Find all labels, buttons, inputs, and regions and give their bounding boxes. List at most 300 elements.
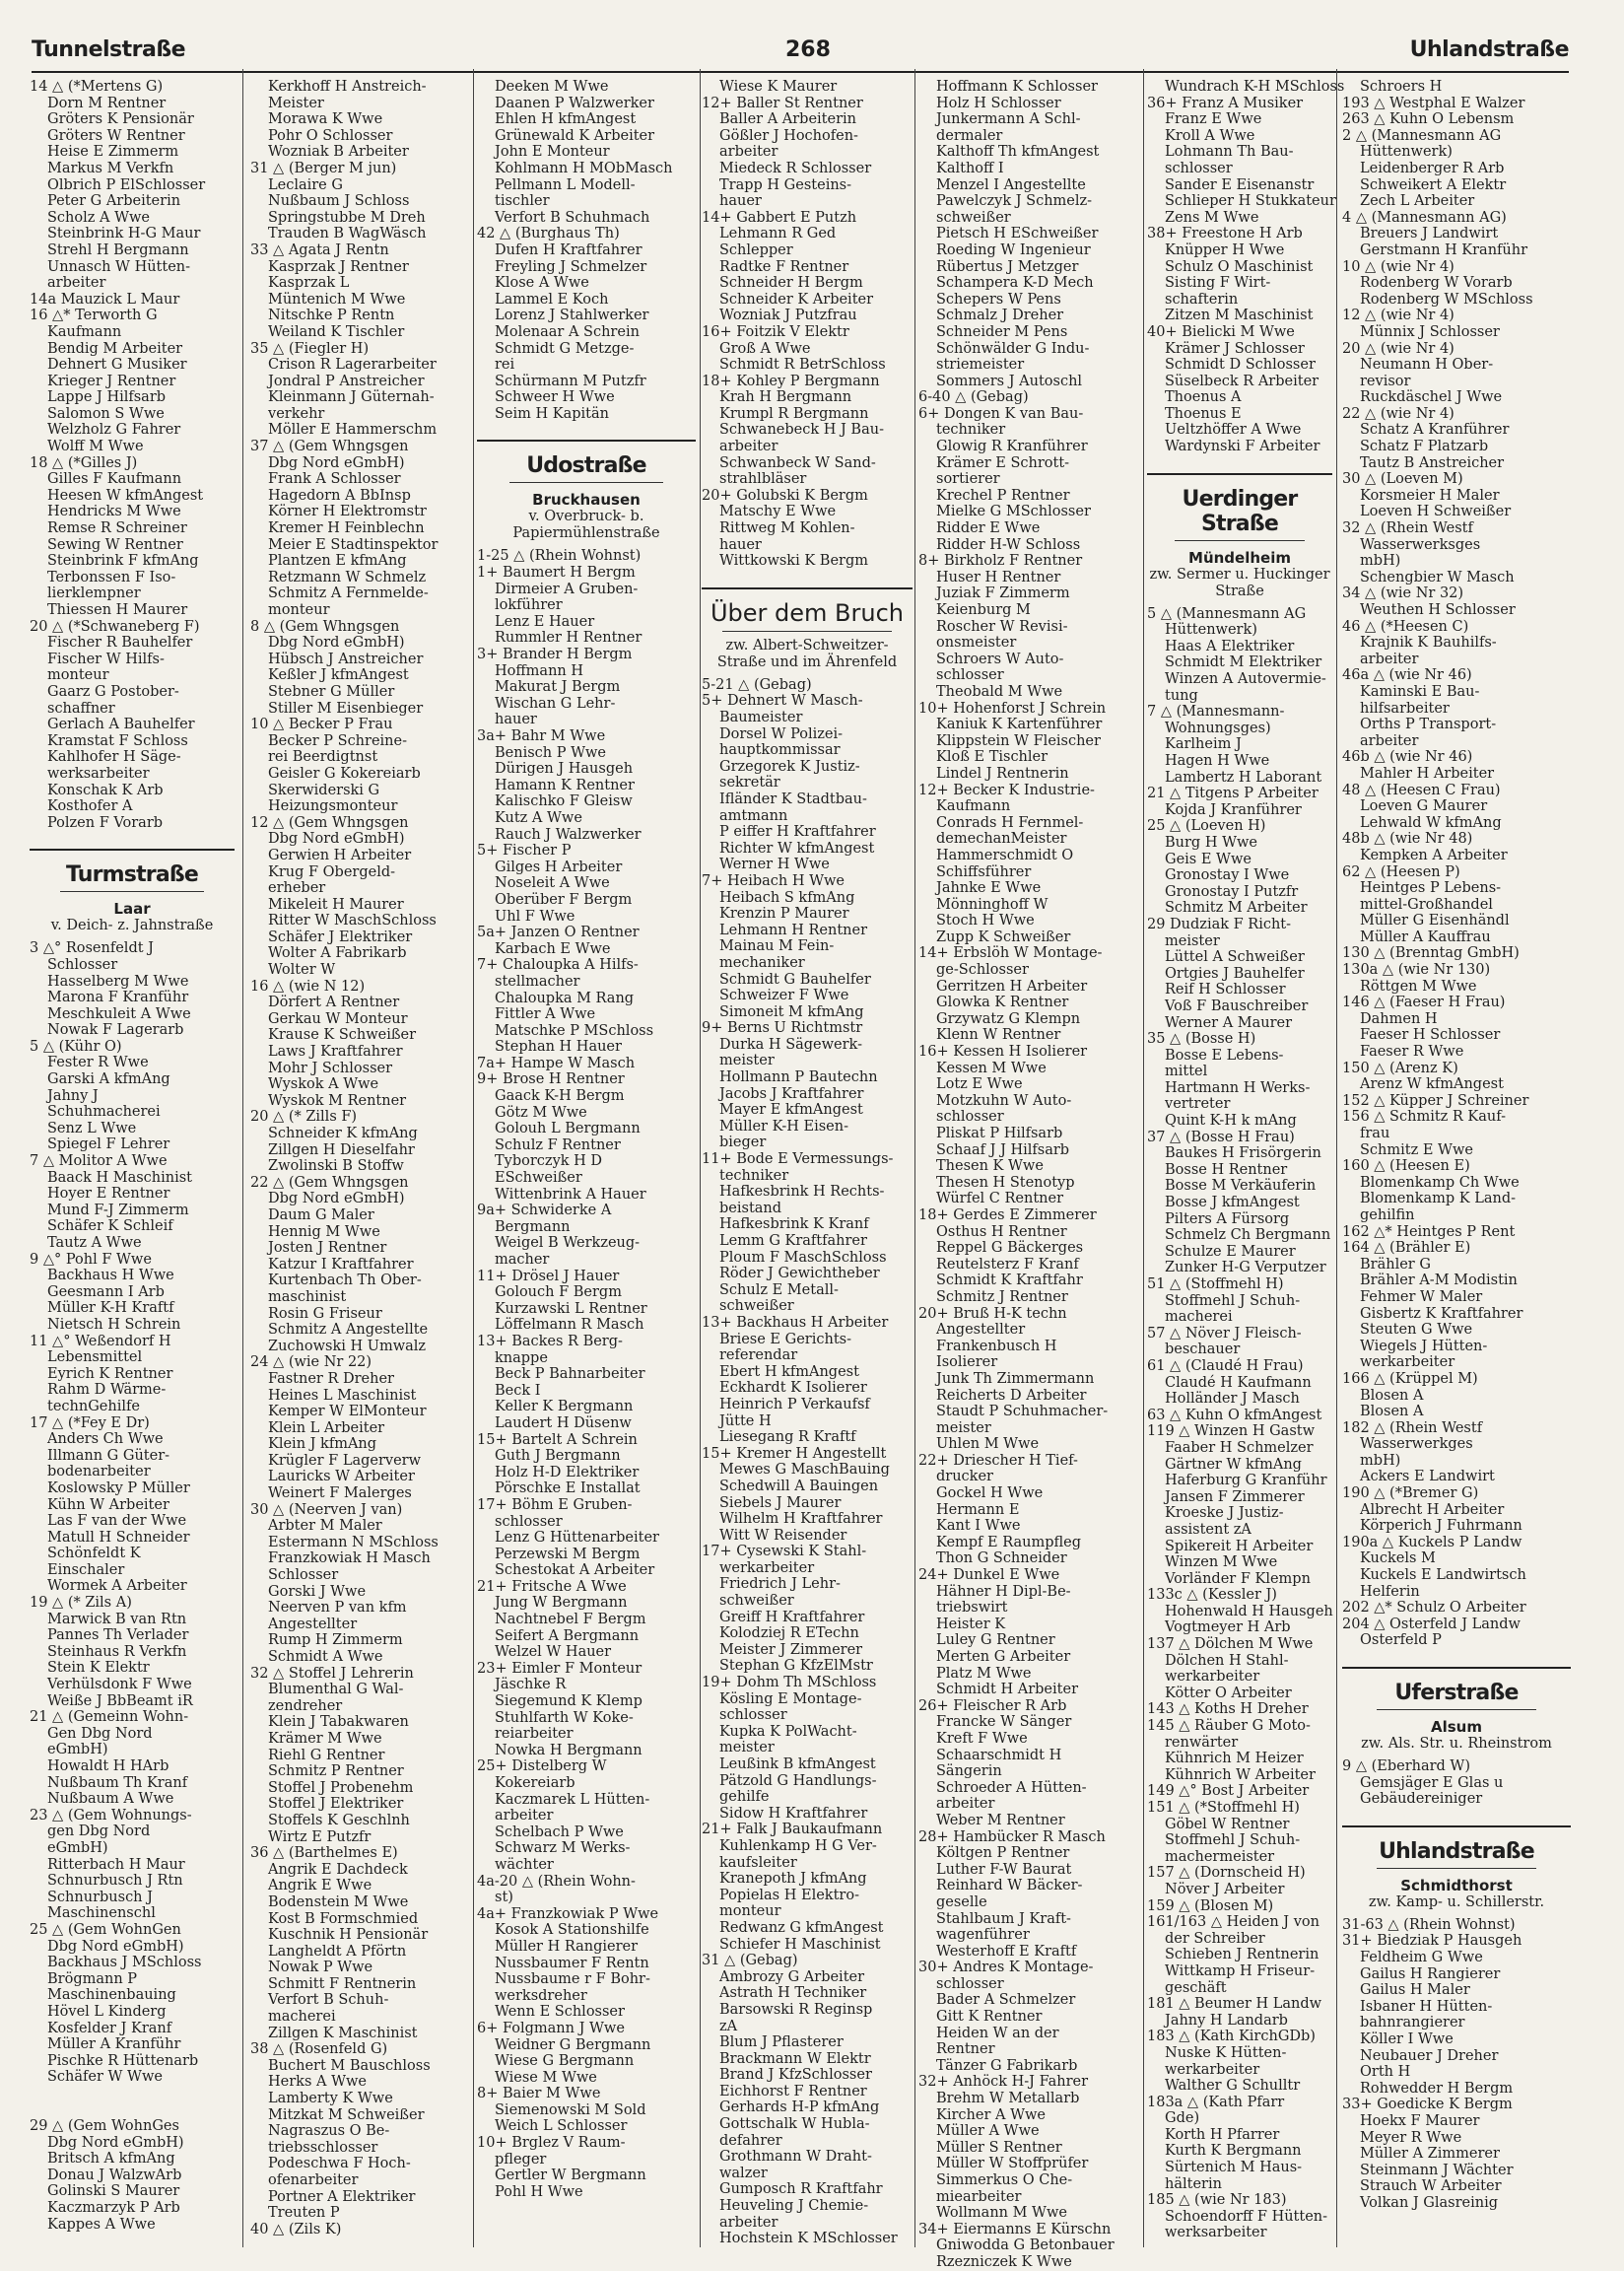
directory-entry: Holz H Schlosser xyxy=(936,95,1061,111)
street-range: zw. Als. Str. u. Rheinstrom xyxy=(1361,1736,1552,1752)
directory-entry: Las F van der Wwe xyxy=(47,1513,187,1530)
directory-entry: Zuchowski H Umwalz xyxy=(268,1338,427,1354)
directory-entry: 11+ Bode E Vermessungs- xyxy=(702,1151,894,1168)
directory-entry: Dörfert A Rentner xyxy=(268,995,400,1011)
directory-entry: Jütte H xyxy=(719,1412,772,1429)
directory-entry: Gorski J Wwe xyxy=(268,1583,367,1600)
directory-entry: Frankenbusch H xyxy=(936,1338,1057,1354)
directory-entry: 119 △ Winzen H Gastw xyxy=(1147,1423,1315,1440)
directory-entry: 25+ Distelberg W xyxy=(477,1758,607,1775)
directory-entry: Steinbrink H-G Maur xyxy=(47,226,201,242)
directory-entry: Grzywatz G Klempn xyxy=(936,1010,1081,1027)
directory-entry: meister xyxy=(719,1740,775,1756)
directory-entry: Nitschke P Rentn xyxy=(268,308,395,324)
directory-entry: 1+ Baumert H Bergm xyxy=(477,565,636,582)
directory-entry: Fittler A Wwe xyxy=(495,1006,596,1023)
directory-entry: 38+ Freestone H Arb xyxy=(1147,226,1303,242)
directory-entry: Gilles F Kaufmann xyxy=(47,471,182,488)
directory-entry: Kühnrich M Heizer xyxy=(1165,1751,1304,1767)
directory-entry: Trapp H Gesteins- xyxy=(719,176,852,193)
directory-entry: Hollmann P Bautechn xyxy=(719,1069,878,1086)
column-1 xyxy=(30,79,235,2247)
directory-entry: Wenn E Schlosser xyxy=(495,2004,625,2021)
directory-entry: Lindel J Rentnerin xyxy=(936,765,1069,782)
directory-entry: Hermann E xyxy=(936,1501,1020,1518)
directory-entry: 48 △ (Heesen C Frau) xyxy=(1342,782,1501,798)
directory-entry: Schmidt D Schlosser xyxy=(1165,357,1316,374)
directory-entry: Thoenus A xyxy=(1165,389,1242,406)
directory-entry: Kojda J Kranführer xyxy=(1165,801,1302,818)
directory-entry: Weiland K Tischler xyxy=(268,323,405,340)
directory-entry: Britsch A kfmAng xyxy=(47,2151,175,2168)
directory-entry: onsmeister xyxy=(936,635,1017,652)
street-rule xyxy=(1377,1709,1536,1710)
directory-entry: Ritter W MaschSchloss xyxy=(268,913,437,929)
directory-entry: Müller A Kauffrau xyxy=(1360,929,1491,945)
directory-entry: 46b △ (wie Nr 46) xyxy=(1342,749,1473,766)
district-name: Laar xyxy=(113,900,151,919)
directory-entry: Helferin xyxy=(1360,1583,1420,1600)
directory-entry: Krämer E Schrott- xyxy=(936,454,1070,471)
directory-entry: 29 △ (Gem WohnGes xyxy=(30,2118,179,2135)
directory-entry: Gronostay I Wwe xyxy=(1165,867,1290,884)
directory-entry: Nussbaumer F Rentn xyxy=(495,1955,649,1971)
directory-entry: beistand xyxy=(719,1200,782,1216)
directory-entry: Hövel L Kinderg xyxy=(47,2003,167,2020)
directory-entry: Kurzawski L Rentner xyxy=(495,1300,647,1317)
directory-entry: Beck P Bahnarbeiter xyxy=(495,1366,645,1383)
directory-entry: Donau J WalzwArb xyxy=(47,2167,182,2183)
directory-entry: Katzur I Kraftfahrer xyxy=(268,1256,414,1273)
directory-entry: Gerstmann H Kranführ xyxy=(1360,241,1528,258)
directory-entry: lokführer xyxy=(495,597,563,614)
directory-entry: Baller A Arbeiterin xyxy=(719,111,856,128)
directory-entry: Stephan G KfzElMstr xyxy=(719,1658,873,1675)
directory-entry: Werner A Maurer xyxy=(1165,1014,1293,1031)
directory-entry: Stoffels K Geschlnh xyxy=(268,1812,410,1828)
directory-entry: 12+ Baller St Rentner xyxy=(702,95,863,111)
directory-entry: Schmitz P Rentner xyxy=(268,1763,404,1780)
directory-entry: Wolter W xyxy=(268,962,336,979)
directory-entry: Müntenich M Wwe xyxy=(268,291,406,308)
column-divider xyxy=(473,69,474,2247)
directory-entry: 16+ Kessen H Isolierer xyxy=(918,1044,1088,1061)
directory-entry: Dbg Nord eGmbH) xyxy=(268,454,405,471)
directory-entry: bieger xyxy=(719,1135,767,1151)
directory-entry: Daum G Maler xyxy=(268,1206,374,1223)
directory-entry: 46 △ (*Heesen C) xyxy=(1342,618,1469,635)
directory-entry: Riehl G Rentner xyxy=(268,1747,385,1763)
directory-entry: Welzholz G Fahrer xyxy=(47,422,181,439)
directory-entry: Röder J Gewichtheber xyxy=(719,1266,880,1282)
directory-entry: Lemm G Kraftfahrer xyxy=(719,1233,867,1249)
directory-entry: 202 △* Schulz O Arbeiter xyxy=(1342,1600,1526,1617)
directory-entry: Körner H Elektromstr xyxy=(268,504,427,520)
directory-entry: Ueltzhöffer A Wwe xyxy=(1165,422,1302,439)
directory-entry: Kalthoff I xyxy=(936,160,1004,176)
directory-entry: Schuhmacherei xyxy=(47,1104,161,1121)
directory-entry: Grothmann W Draht- xyxy=(719,2149,872,2166)
directory-entry: 10 △ (wie Nr 4) xyxy=(1342,258,1455,275)
directory-entry: Schulze E Maurer xyxy=(1165,1243,1296,1260)
directory-entry: Schroeder A Hütten- xyxy=(936,1779,1087,1796)
directory-entry: Schmidt K Kraftfahr xyxy=(936,1273,1083,1289)
directory-entry: Angrik E Dachdeck xyxy=(268,1861,408,1878)
directory-entry: Astrath H Techniker xyxy=(719,1985,867,2002)
directory-entry: Kreft F Wwe xyxy=(936,1730,1028,1747)
directory-entry: Bosse H Rentner xyxy=(1165,1161,1288,1178)
directory-entry: Hübsch J Anstreicher xyxy=(268,651,424,667)
directory-entry: Friedrich J Lehr- xyxy=(719,1576,841,1593)
directory-entry: Holz H-D Elektriker xyxy=(495,1464,640,1480)
directory-entry: Brehm W Metallarb xyxy=(936,2091,1080,2107)
directory-entry: Karbach E Wwe xyxy=(495,940,611,957)
directory-entry: Pawelczyk J Schmelz- xyxy=(936,193,1093,210)
directory-entry: Baack H Maschinist xyxy=(47,1169,192,1186)
column-4 xyxy=(702,79,913,2247)
directory-entry: Schlepper xyxy=(719,241,793,258)
directory-entry: Wyskok A Wwe xyxy=(268,1076,379,1093)
directory-entry: Brackmann W Elektr xyxy=(719,2050,871,2067)
directory-entry: triebswirt xyxy=(936,1600,1008,1617)
directory-entry: meister xyxy=(1165,932,1220,949)
directory-entry: Schedwill A Bauingen xyxy=(719,1478,879,1494)
directory-entry: 156 △ Schmitz R Kauf- xyxy=(1342,1109,1506,1126)
directory-entry: Wasserwerksges xyxy=(1360,536,1481,553)
directory-entry: Klose A Wwe xyxy=(495,275,589,292)
directory-entry: 4a-20 △ (Rhein Wohn- xyxy=(477,1873,636,1890)
directory-entry: Gerlach A Bauhelfer xyxy=(47,717,195,733)
directory-entry: Krajnik K Bauhilfs- xyxy=(1360,635,1497,652)
directory-entry: Angestellter xyxy=(936,1322,1026,1339)
directory-entry: Grzegorek K Justiz- xyxy=(719,758,860,775)
directory-entry: Liesegang R Kraftf xyxy=(719,1429,856,1446)
directory-entry: Faaber H Schmelzer xyxy=(1165,1439,1314,1456)
directory-entry: Schneider H Bergm xyxy=(719,275,863,292)
directory-entry: Uhl F Wwe xyxy=(495,908,575,925)
directory-entry: 6+ Folgmann J Wwe xyxy=(477,2020,625,2036)
directory-entry: Schmitt F Rentnerin xyxy=(268,1975,417,1992)
directory-entry: Schestokat A Arbeiter xyxy=(495,1562,655,1579)
directory-entry: Mund F-J Zimmerm xyxy=(47,1202,189,1218)
directory-entry: Hartmann H Werks- xyxy=(1165,1079,1311,1096)
directory-entry: 7 △ (Mannesmann- xyxy=(1147,704,1285,721)
directory-entry: Wiese G Bergmann xyxy=(495,2053,635,2070)
directory-entry: Schmelz Ch Bergmann xyxy=(1165,1227,1331,1244)
directory-entry: Wollmann M Wwe xyxy=(936,2205,1067,2222)
column-divider xyxy=(1336,69,1337,2247)
directory-entry: gehilfin xyxy=(1360,1206,1415,1223)
directory-entry: Kasprzak L xyxy=(268,275,350,292)
directory-entry: Schaarschmidt H xyxy=(936,1747,1062,1763)
directory-entry: Schäfer J Elektriker xyxy=(268,929,413,945)
directory-entry: Ebert H kfmAngest xyxy=(719,1363,859,1380)
directory-entry: Geesmann I Arb xyxy=(47,1283,165,1300)
directory-entry: rei Beerdigtnst xyxy=(268,749,378,766)
directory-entry: 133c △ (Kessler J) xyxy=(1147,1587,1277,1604)
directory-entry: geselle xyxy=(936,1893,987,1910)
directory-entry: Golouch F Bergm xyxy=(495,1284,622,1301)
directory-entry: Sisting F Wirt- xyxy=(1165,275,1271,292)
street-rule xyxy=(60,891,204,892)
directory-entry: frau xyxy=(1360,1126,1390,1141)
directory-entry: Rummler H Rentner xyxy=(495,630,643,647)
directory-entry: 5a+ Janzen O Rentner xyxy=(477,925,640,941)
directory-entry: 32+ Anhöck H-J Fahrer xyxy=(918,2074,1089,2091)
directory-entry: Stoch H Wwe xyxy=(936,913,1035,929)
directory-entry: Buchert M Bauschloss xyxy=(268,2057,431,2074)
directory-entry: Marona F Kranführ xyxy=(47,990,189,1006)
directory-entry: arbeiter xyxy=(719,144,778,161)
directory-entry: Schnurbusch J xyxy=(47,1889,153,1905)
directory-entry: Franz E Wwe xyxy=(1165,111,1262,128)
column-5 xyxy=(918,79,1141,2270)
directory-entry: 137 △ Dölchen M Wwe xyxy=(1147,1636,1314,1653)
directory-entry: Jung W Bergmann xyxy=(495,1595,628,1612)
directory-entry: Pilters A Fürsorg xyxy=(1165,1210,1290,1227)
directory-entry: arbeiter xyxy=(719,2214,778,2231)
street-heading xyxy=(30,849,235,896)
directory-entry: Roscher W Revisi- xyxy=(936,618,1068,635)
directory-entry: Westerhoff E Kraftf xyxy=(936,1943,1077,1960)
directory-entry: sortierer xyxy=(936,471,1000,488)
directory-entry: Kempf E Raumpfleg xyxy=(936,1534,1082,1550)
directory-entry: Baumeister xyxy=(719,710,803,725)
directory-entry: 14a Mauzick L Maur xyxy=(30,291,180,308)
directory-entry: Schmidt R BetrSchloss xyxy=(719,357,886,374)
directory-entry: Treuten P xyxy=(268,2205,340,2222)
directory-entry: hauer xyxy=(495,712,537,728)
directory-entry: 22+ Driescher H Tief- xyxy=(918,1452,1078,1469)
directory-entry: Kurtenbach Th Ober- xyxy=(268,1273,422,1289)
directory-entry: eGmbH) xyxy=(47,1839,108,1856)
directory-entry xyxy=(30,2101,235,2118)
directory-entry: hauer xyxy=(719,536,762,553)
directory-entry: Howaldt H HArb xyxy=(47,1758,169,1774)
directory-entry: Kalthoff Th kfmAngest xyxy=(936,144,1100,161)
directory-entry: bahnrangierer xyxy=(1360,2015,1465,2031)
directory-entry: Schiffsführer xyxy=(936,863,1032,880)
directory-entry: monteur xyxy=(47,667,109,684)
directory-entry: Schwanebeck H J Bau- xyxy=(719,422,884,439)
directory-entry: Gitt K Rentner xyxy=(936,2009,1043,2026)
directory-entry: werkarbeiter xyxy=(1165,1669,1260,1686)
directory-entry: drucker xyxy=(936,1469,993,1485)
directory-entry: Zillgen H Dieselfahr xyxy=(268,1141,415,1158)
street-rule xyxy=(1175,540,1305,541)
directory-entry: 9+ Brose H Rentner xyxy=(477,1071,625,1088)
directory-entry: Feldheim G Wwe xyxy=(1360,1949,1483,1965)
directory-entry: Ploum F MaschSchloss xyxy=(719,1249,887,1266)
directory-entry: 29 Dudziak F Richt- xyxy=(1147,916,1292,932)
directory-entry: Krug F Obergeld- xyxy=(268,863,396,880)
street-heading xyxy=(1147,473,1332,545)
directory-entry: Kosok A Stationshilfe xyxy=(495,1922,649,1939)
directory-entry: Nowak F Lagerarb xyxy=(47,1022,184,1039)
directory-entry: Pohr O Schlosser xyxy=(268,127,393,144)
directory-entry: Blumenthal G Wal- xyxy=(268,1682,404,1698)
directory-entry: Kost B Formschmied xyxy=(268,1910,419,1927)
directory-entry: Wilhelm H Kraftfahrer xyxy=(719,1511,883,1528)
directory-entry: Marwick B van Rtn xyxy=(47,1611,187,1627)
street-range: v. Overbruck- b. Papiermühlenstraße xyxy=(512,509,660,542)
directory-entry: 36 △ (Barthelmes E) xyxy=(250,1845,398,1862)
directory-entry: wächter xyxy=(495,1856,554,1873)
directory-entry: Seim H Kapitän xyxy=(495,405,609,422)
directory-entry: Ackers E Landwirt xyxy=(1360,1469,1495,1485)
directory-entry: Schlosser xyxy=(47,956,118,973)
directory-entry: Beck I xyxy=(495,1382,541,1399)
directory-entry: Haas A Elektriker xyxy=(1165,638,1295,654)
directory-entry: Werner H Wwe xyxy=(719,857,830,873)
directory-entry: Lotz E Wwe xyxy=(936,1076,1023,1093)
directory-entry: Möller E Hammerschm xyxy=(268,422,438,439)
directory-entry: Kalischko F Gleisw xyxy=(495,793,633,810)
directory-entry: 34 △ (wie Nr 32) xyxy=(1342,585,1464,602)
column-divider xyxy=(700,69,701,2247)
directory-entry: Kaminski E Bau- xyxy=(1360,683,1480,700)
directory-entry: Korth H Pfarrer xyxy=(1165,2126,1280,2143)
directory-entry: Simoneit M kfmAng xyxy=(719,1003,864,1020)
directory-entry: 150 △ (Arenz K) xyxy=(1342,1060,1458,1076)
directory-entry: Golinski S Maurer xyxy=(47,2183,180,2200)
directory-entry: Podeschwa F Hoch- xyxy=(268,2156,411,2172)
directory-entry: Stoffel J Elektriker xyxy=(268,1796,404,1813)
directory-entry: 3a+ Bahr M Wwe xyxy=(477,728,606,744)
directory-entry: schlosser xyxy=(936,1109,1004,1126)
directory-entry: Ifländer K Stadtbau- xyxy=(719,791,867,807)
directory-entry: 34+ Eiermanns E Kürschn xyxy=(918,2221,1112,2237)
directory-entry: Wirtz E Putzfr xyxy=(268,1828,372,1845)
directory-entry: 16+ Foitzik V Elektr xyxy=(702,323,849,340)
directory-entry: Heinrich P Verkaufsf xyxy=(719,1396,870,1412)
directory-entry: Lehmann R Ged xyxy=(719,226,837,242)
directory-entry: Mayer E kfmAngest xyxy=(719,1102,863,1119)
directory-entry: Breuers J Landwirt xyxy=(1360,226,1499,242)
directory-entry: Müller K-H Eisen- xyxy=(719,1118,848,1135)
directory-entry: Siebels J Maurer xyxy=(719,1494,842,1511)
directory-entry: Jahny H Landarb xyxy=(1165,2012,1288,2029)
directory-entry: Kroeske J Justiz- xyxy=(1165,1505,1284,1522)
directory-entry: Schmitz M Arbeiter xyxy=(1165,900,1308,917)
directory-entry: Strauch W Arbeiter xyxy=(1360,2178,1502,2195)
directory-entry: 30 △ (Neerven J van) xyxy=(250,1501,403,1518)
street-range: v. Deich- z. Jahnstraße xyxy=(50,918,214,934)
directory-entry: Heise E Zimmerm xyxy=(47,144,179,161)
column-6 xyxy=(1147,79,1345,2247)
directory-entry: 143 △ Koths H Dreher xyxy=(1147,1701,1309,1718)
directory-entry: 3+ Brander H Bergm xyxy=(477,647,633,663)
directory-entry: Müller A Zimmerer xyxy=(1360,2146,1500,2163)
directory-entry: Hähner H Dipl-Be- xyxy=(936,1583,1071,1600)
directory-entry: Stoffmehl J Schuh- xyxy=(1165,1832,1301,1849)
directory-entry: Geisler G Kokereiarb xyxy=(268,765,421,782)
directory-entry: Gen Dbg Nord xyxy=(47,1725,153,1742)
directory-entry: 166 △ (Krüppel M) xyxy=(1342,1370,1478,1387)
directory-entry: Redwanz G kfmAngest xyxy=(719,1919,884,1936)
directory-entry: Markus M Verkfn xyxy=(47,160,174,176)
directory-entry: Dbg Nord eGmbH) xyxy=(268,831,405,848)
directory-entry: Junkermann A Schl- xyxy=(936,111,1081,128)
directory-entry: Arbter M Maler xyxy=(268,1518,382,1535)
directory-entry: Schneider K Arbeiter xyxy=(719,291,874,308)
directory-entry: Isolierer xyxy=(936,1354,998,1371)
directory-entry: Schelbach P Wwe xyxy=(495,1824,624,1840)
directory-entry: Nußbaum A Wwe xyxy=(47,1791,174,1808)
directory-entry: Josten J Rentner xyxy=(268,1240,387,1257)
directory-entry: 35 △ (Fiegler H) xyxy=(250,340,370,357)
directory-entry: Weuthen H Schlosser xyxy=(1360,602,1516,618)
directory-entry: Voß F Bauschreiber xyxy=(1165,998,1309,1014)
directory-entry: 40 △ (Zils K) xyxy=(250,2221,342,2237)
column-3 xyxy=(477,79,696,2247)
directory-entry: Kasprzak J Rentner xyxy=(268,258,409,275)
directory-entry: Schaaf J J Hilfsarb xyxy=(936,1141,1070,1158)
directory-entry: Spiegel F Lehrer xyxy=(47,1136,170,1153)
directory-entry: 5 △ (Kühr O) xyxy=(30,1038,122,1055)
directory-entry: Schulz O Maschinist xyxy=(1165,258,1314,275)
directory-entry: kaufsleiter xyxy=(719,1854,797,1871)
directory-entry: Schweer H Wwe xyxy=(495,389,615,406)
directory-entry: schlosser xyxy=(495,1513,563,1530)
directory-entry: 130a △ (wie Nr 130) xyxy=(1342,962,1491,979)
directory-entry: Költgen P Rentner xyxy=(936,1845,1070,1862)
directory-entry: ge-Schlosser xyxy=(936,962,1029,979)
directory-entry: P eiffer H Kraftfahrer xyxy=(719,824,876,841)
directory-entry: Jacobs J Kraftfahrer xyxy=(719,1085,864,1102)
directory-entry: Schoendorff F Hütten- xyxy=(1165,2208,1328,2225)
directory-entry: 15+ Bartelt A Schrein xyxy=(477,1431,638,1448)
directory-entry: Gisbertz K Kraftfahrer xyxy=(1360,1305,1523,1322)
directory-entry: macherei xyxy=(268,2009,336,2026)
directory-entry: 21+ Fritsche A Wwe xyxy=(477,1578,627,1595)
directory-entry: schlosser xyxy=(936,1975,1004,1992)
directory-entry: Reppel G Bäckerges xyxy=(936,1240,1084,1257)
street-name: Uhlandstraße xyxy=(1379,1838,1534,1864)
district-name: Mündelheim xyxy=(1188,548,1291,567)
directory-entry: Götz M Wwe xyxy=(495,1104,587,1121)
directory-entry: Gaack K-H Bergm xyxy=(495,1088,625,1105)
directory-entry: 190 △ (*Bremer G) xyxy=(1342,1485,1479,1502)
directory-entry: gehilfe xyxy=(719,1789,770,1806)
directory-entry: Steinbrink F kfmAng xyxy=(47,553,199,570)
directory-entry: Rosin G Friseur xyxy=(268,1305,382,1322)
directory-entry: Popielas H Elektro- xyxy=(719,1887,859,1903)
directory-entry: Thiessen H Maurer xyxy=(47,602,188,618)
directory-entry: Pliskat P Hilfsarb xyxy=(936,1126,1063,1141)
directory-entry: 193 △ Westphal E Walzer xyxy=(1342,95,1525,111)
directory-entry: Wiese M Wwe xyxy=(495,2069,597,2086)
directory-entry: 10 △ Becker P Frau xyxy=(250,717,393,733)
directory-entry: Kempken A Arbeiter xyxy=(1360,847,1508,863)
directory-entry: walzer xyxy=(719,2165,768,2181)
directory-entry: Winzen A Autovermie- xyxy=(1165,671,1326,688)
directory-entry: Hamann K Rentner xyxy=(495,777,635,793)
directory-entry: Mitzkat M Schweißer xyxy=(268,2106,425,2123)
directory-entry: Gniwodda G Betonbauer xyxy=(936,2237,1115,2254)
directory-entry: Simmerkus O Che- xyxy=(936,2172,1073,2188)
directory-entry: Maschinenbauing xyxy=(47,1987,176,2004)
directory-entry: Albrecht H Arbeiter xyxy=(1360,1501,1505,1518)
directory-entry: Backhaus H Wwe xyxy=(47,1268,174,1284)
directory-entry: Weber M Rentner xyxy=(936,1812,1065,1828)
directory-entry: Schneider M Pens xyxy=(936,323,1068,340)
directory-entry: 130 △ (Brenntag GmbH) xyxy=(1342,945,1520,962)
directory-entry: Quint K-H k mAng xyxy=(1165,1113,1297,1130)
directory-entry: Miedeck R Schlosser xyxy=(719,160,872,176)
directory-entry: Eyrich K Rentner xyxy=(47,1365,173,1382)
street-heading xyxy=(702,587,913,638)
